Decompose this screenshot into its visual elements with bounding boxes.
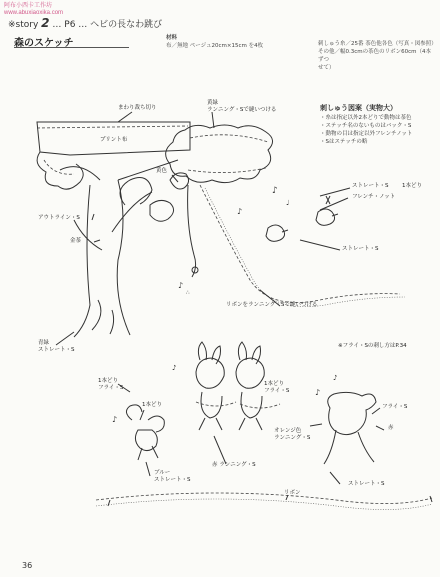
svg-text:♩: ♩ bbox=[286, 199, 290, 207]
svg-text:♪: ♪ bbox=[172, 364, 177, 372]
watermark-line-2: www.abuxiaoxika.com bbox=[4, 10, 64, 16]
legend-item-1: ・糸は指定以外2本どりで動物は茶色 bbox=[320, 115, 412, 121]
label-straight-3: ストレート・S bbox=[38, 347, 75, 353]
squirrel-figure bbox=[120, 178, 174, 222]
threads-block bbox=[318, 40, 436, 72]
story-header bbox=[8, 16, 162, 30]
label-leaf-color: 黄緑 bbox=[207, 100, 219, 106]
label-straight-5: ストレート・S bbox=[348, 481, 385, 487]
title-divider bbox=[14, 47, 129, 48]
label-straight-4: ストレート・S bbox=[154, 477, 191, 483]
label-yellow: 黄色 bbox=[156, 168, 168, 174]
label-trim: まわり裁ち切り bbox=[118, 105, 157, 111]
materials-line: 布／無地 ページュ20cm×15cm を4枚 bbox=[166, 43, 264, 49]
svg-text:♪: ♪ bbox=[333, 374, 338, 382]
legend-item-3: ・動物の目は指定以外フレンチノット bbox=[320, 131, 413, 137]
tree-trunk bbox=[74, 180, 130, 337]
bear-figure bbox=[324, 392, 376, 464]
legend-item-4: ・Sはステッチの略 bbox=[320, 139, 368, 145]
svg-text:♪: ♪ bbox=[315, 388, 321, 397]
label-fly-3: フライ・S bbox=[382, 404, 408, 410]
rabbit-figure-2 bbox=[236, 342, 264, 430]
bottom-ribbon bbox=[96, 493, 432, 504]
label-ribbon-running: リボンをランニング・Sで縫いつける bbox=[226, 302, 318, 308]
label-one-strand-2: 1本どり bbox=[98, 378, 118, 384]
label-one-strand-4: 1本どり bbox=[264, 381, 284, 387]
story-page-ref: … P6 … ヘビの長なわ跳び bbox=[52, 20, 163, 30]
label-gold: 金茶 bbox=[70, 238, 82, 244]
story-number: 2 bbox=[41, 16, 50, 30]
label-running-plain: ランニング・S bbox=[274, 435, 311, 441]
materials-block bbox=[166, 34, 263, 50]
label-red-running: 赤 ランニング・S bbox=[212, 462, 256, 468]
threads-line-2: その他／幅0.3cmの茶色のリボン60cm（4本ずつ bbox=[318, 49, 432, 63]
tree-canopy bbox=[166, 125, 273, 183]
label-fly-2: フライ・S bbox=[264, 388, 290, 394]
bird-figure-2 bbox=[316, 209, 338, 225]
threads-line-1: 刺しゅう糸／25番 茶色他各色（写真・図参照） bbox=[318, 41, 437, 47]
label-print-cloth: プリント布 bbox=[100, 137, 128, 143]
label-blue-green: 青緑 bbox=[38, 340, 50, 346]
label-fly-note: ※フライ・Sの刺し方はP.34 bbox=[338, 343, 407, 349]
materials-title: 材料 bbox=[166, 35, 178, 41]
label-ribbon: リボン bbox=[284, 490, 301, 496]
section-title: 森のスケッチ bbox=[14, 38, 74, 49]
label-orange: オレンジ色 bbox=[274, 428, 302, 434]
label-fly-note-marker: ∴ bbox=[186, 290, 190, 296]
label-fly-1: フライ・S bbox=[98, 385, 124, 391]
svg-text:♪: ♪ bbox=[237, 207, 243, 216]
label-straight-2: ストレート・S bbox=[342, 246, 379, 252]
label-french: フレンチ・ノット bbox=[352, 194, 396, 200]
ribbon-rope bbox=[200, 185, 400, 303]
label-one-strand-3: 1本どり bbox=[142, 402, 162, 408]
threads-line-3: せて） bbox=[318, 65, 335, 71]
legend-block bbox=[320, 104, 412, 146]
watermark bbox=[4, 3, 63, 17]
label-outline: アウトライン・S bbox=[38, 215, 80, 221]
watermark-line-1: 阿布小西卡工作坊 bbox=[4, 3, 53, 9]
story-prefix: ※story bbox=[8, 20, 39, 30]
label-blue: ブルー bbox=[154, 470, 171, 476]
label-straight-1: ストレート・S bbox=[352, 183, 389, 189]
page-number: 36 bbox=[22, 561, 33, 570]
legend-title: 刺しゅう図案（実物大） bbox=[320, 104, 397, 112]
bird-figure-1 bbox=[266, 225, 288, 241]
label-one-strand-1: 1本どり bbox=[402, 183, 422, 189]
snake-figure bbox=[188, 185, 196, 277]
rabbit-figure-1 bbox=[196, 342, 224, 430]
label-red: 赤 bbox=[388, 425, 394, 431]
legend-item-2: ・ステッチ名のないものはバック・S bbox=[320, 123, 412, 129]
svg-text:♪: ♪ bbox=[178, 281, 184, 290]
mouse-figure bbox=[126, 405, 164, 460]
label-running: ランニング・Sで縫いつける bbox=[207, 107, 277, 113]
svg-text:♪: ♪ bbox=[272, 186, 278, 196]
svg-text:♪: ♪ bbox=[112, 415, 118, 424]
